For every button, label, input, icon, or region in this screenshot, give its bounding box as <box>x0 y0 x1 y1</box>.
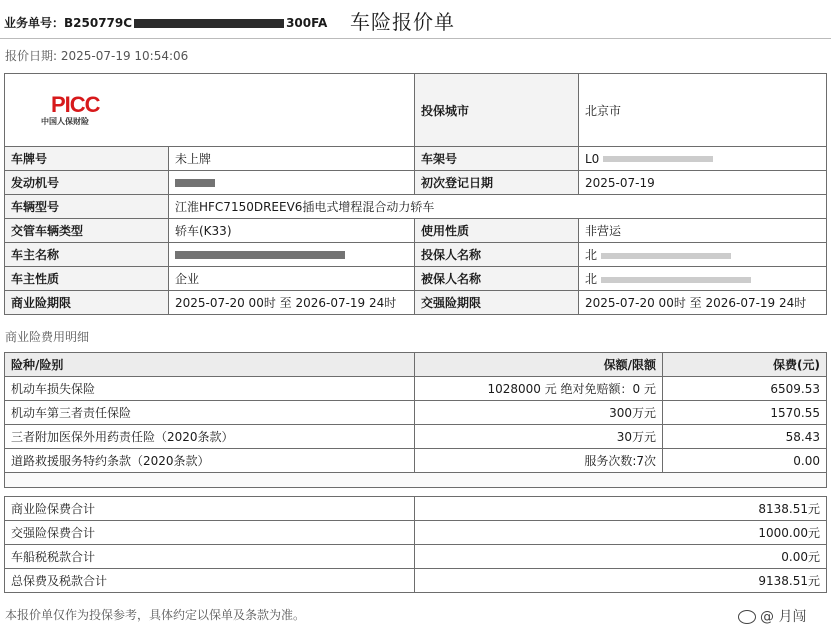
insured-label: 被保人名称 <box>415 267 579 291</box>
owner-type-value: 企业 <box>169 267 415 291</box>
model-label: 车辆型号 <box>5 195 169 219</box>
redaction-bar <box>175 179 215 187</box>
logo-cell <box>5 74 415 147</box>
watermark-text: @ 月闯 <box>760 609 807 625</box>
usage-label: 使用性质 <box>415 219 579 243</box>
spacer-cell <box>5 473 827 488</box>
owner-label: 车主名称 <box>5 243 169 267</box>
coverage-premium: 1570.55 <box>663 401 827 425</box>
totals-table <box>4 496 827 593</box>
weibo-icon <box>738 610 756 624</box>
total-value: 0.00元 <box>415 545 827 569</box>
vehicle-type-label: 交管车辆类型 <box>5 219 169 243</box>
table-row <box>5 377 827 401</box>
picc-logo <box>41 91 100 127</box>
applicant-prefix: 北 <box>585 248 598 262</box>
engine-value <box>169 171 415 195</box>
plate-label: 车牌号 <box>5 147 169 171</box>
coverage-premium: 58.43 <box>663 425 827 449</box>
total-label: 总保费及税款合计 <box>5 569 415 593</box>
owner-value <box>169 243 415 267</box>
header-premium: 保费(元) <box>663 353 827 377</box>
table-row <box>5 401 827 425</box>
insured-value <box>579 267 827 291</box>
table-row <box>5 425 827 449</box>
page-title: 车险报价单 <box>350 10 455 34</box>
redaction-bar <box>601 277 751 283</box>
total-label: 车船税税款合计 <box>5 545 415 569</box>
business-number-label: 业务单号： <box>4 16 65 30</box>
redaction-bar <box>601 253 731 259</box>
coverage-limit: 30万元 <box>415 425 663 449</box>
vin-value <box>579 147 827 171</box>
total-value: 8138.51元 <box>415 497 827 521</box>
vin-label: 车架号 <box>415 147 579 171</box>
compulsory-period-value: 2025-07-20 00时 至 2026-07-19 24时 <box>579 291 827 315</box>
business-number <box>4 14 327 31</box>
table-row <box>5 449 827 473</box>
coverage-premium: 6509.53 <box>663 377 827 401</box>
total-row <box>5 569 827 593</box>
redaction-bar <box>603 156 713 162</box>
header-limit: 保额/限额 <box>415 353 663 377</box>
coverage-name: 道路救援服务特约条款（2020条款） <box>5 449 415 473</box>
total-label: 交强险保费合计 <box>5 521 415 545</box>
city-value: 北京市 <box>579 74 827 147</box>
plate-value: 未上牌 <box>169 147 415 171</box>
total-row <box>5 545 827 569</box>
coverage-limit: 服务次数:7次 <box>415 449 663 473</box>
header-coverage: 险种/险别 <box>5 353 415 377</box>
spacer-row <box>5 473 827 488</box>
business-number-start: B250779C <box>64 16 133 30</box>
footer-note: 本报价单仅作为投保参考，具体约定以保单及条款为准。 <box>5 608 306 622</box>
engine-label: 发动机号 <box>5 171 169 195</box>
model-value: 江淮HFC7150DREEV6插电式增程混合动力轿车 <box>169 195 827 219</box>
premium-detail-table <box>4 352 827 488</box>
logo-text: PICC <box>51 91 100 117</box>
coverage-name: 三者附加医保外用药责任险（2020条款） <box>5 425 415 449</box>
total-value: 1000.00元 <box>415 521 827 545</box>
applicant-label: 投保人名称 <box>415 243 579 267</box>
coverage-name: 机动车损失保险 <box>5 377 415 401</box>
coverage-limit: 1028000 元 绝对免赔额：0 元 <box>415 377 663 401</box>
redaction-bar <box>134 19 284 28</box>
first-reg-value: 2025-07-19 <box>579 171 827 195</box>
watermark <box>738 606 806 626</box>
business-number-end: 300FA <box>286 16 328 30</box>
vehicle-info-table <box>4 73 827 315</box>
vin-prefix: L0 <box>585 151 600 166</box>
section-label: 商业险费用明细 <box>5 330 90 344</box>
coverage-name: 机动车第三者责任保险 <box>5 401 415 425</box>
compulsory-period-label: 交强险期限 <box>415 291 579 315</box>
usage-value: 非营运 <box>579 219 827 243</box>
first-reg-label: 初次登记日期 <box>415 171 579 195</box>
vehicle-type-value: 轿车(K33) <box>169 219 415 243</box>
commercial-period-label: 商业险期限 <box>5 291 169 315</box>
total-row <box>5 497 827 521</box>
total-value: 9138.51元 <box>415 569 827 593</box>
coverage-premium: 0.00 <box>663 449 827 473</box>
logo-subtext: 中国人保财险 <box>41 116 89 126</box>
applicant-value <box>579 243 827 267</box>
quote-date: 报价日期: 2025-07-19 10:54:06 <box>5 49 189 63</box>
commercial-period-value: 2025-07-20 00时 至 2026-07-19 24时 <box>169 291 415 315</box>
redaction-bar <box>175 251 345 259</box>
total-row <box>5 521 827 545</box>
total-label: 商业险保费合计 <box>5 497 415 521</box>
header-divider <box>0 38 831 39</box>
insured-prefix: 北 <box>585 272 598 286</box>
city-label: 投保城市 <box>415 74 579 147</box>
owner-type-label: 车主性质 <box>5 267 169 291</box>
coverage-limit: 300万元 <box>415 401 663 425</box>
